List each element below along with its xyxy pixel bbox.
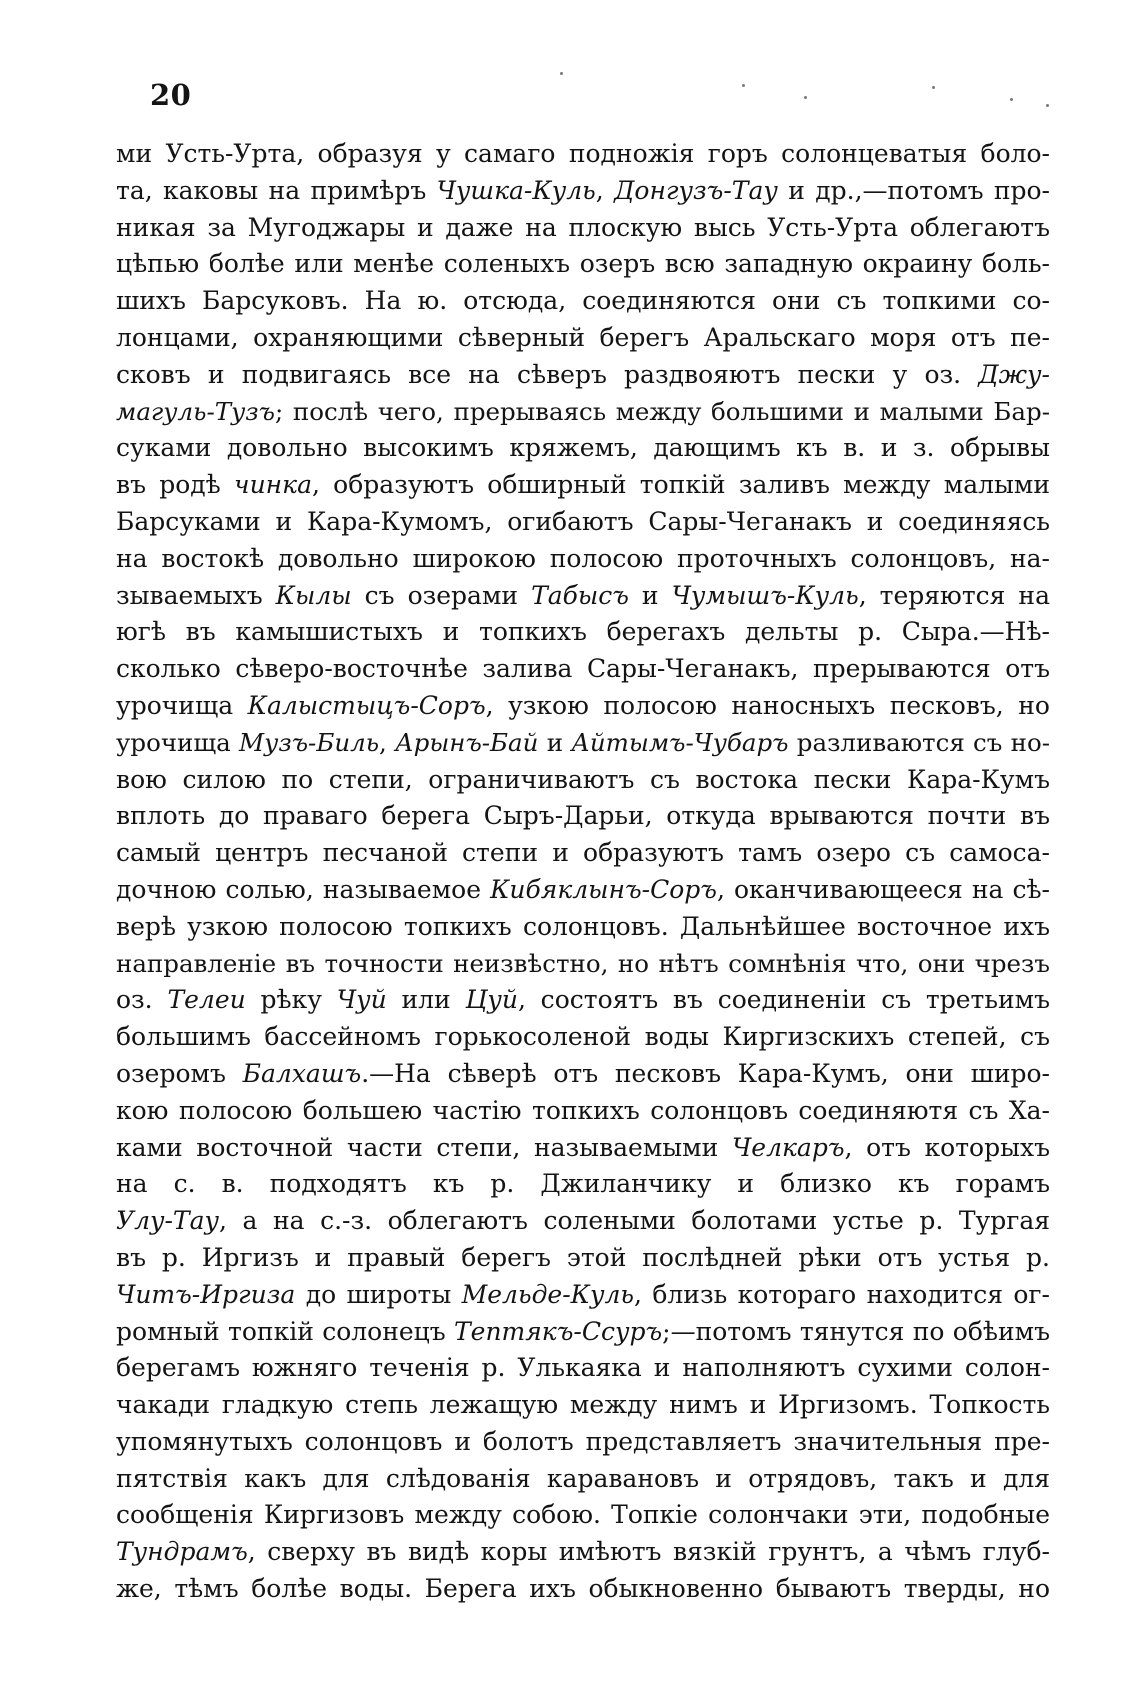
text-segment: ромный топкій солонецъ <box>116 1316 454 1346</box>
text-segment: , теряются на <box>858 580 1050 610</box>
text-segment: , <box>595 175 615 205</box>
text-segment: , <box>379 727 396 757</box>
text-segment: и др.,—потомъ про- <box>777 175 1050 205</box>
text-line <box>116 541 1050 578</box>
text-line <box>116 1093 1050 1130</box>
italic-place-name: Калыстыцъ-Соръ <box>247 690 486 720</box>
text-segment: рѣку <box>245 985 337 1015</box>
text-line <box>116 651 1050 688</box>
text-line <box>116 798 1050 835</box>
text-segment: вою силою по степи, ограничиваютъ съ востока пески Кара-Кумъ <box>116 764 1050 794</box>
print-speck <box>1046 104 1049 107</box>
text-line <box>116 246 1050 283</box>
text-line <box>116 578 1050 615</box>
text-segment: шихъ Барсуковъ. На ю. отсюда, соединяются они съ топкими со- <box>116 286 1050 316</box>
text-segment: урочища <box>116 690 248 720</box>
text-segment: суками довольно высокимъ кряжемъ, дающимъ къ в. и з. обрывы <box>116 433 1050 463</box>
print-speck <box>932 86 935 89</box>
text-segment: ками восточной части степи, называемыми <box>116 1132 732 1162</box>
italic-place-name: Музъ-Биль <box>239 727 380 757</box>
text-segment: вплоть до праваго берега Сыръ-Дарьи, откуда врываются почти въ <box>116 801 1050 831</box>
text-line <box>116 725 1050 762</box>
text-line <box>116 1166 1050 1203</box>
italic-place-name: Айтымъ-Чубаръ <box>571 727 789 757</box>
text-segment: , оканчивающееся на сѣ- <box>716 874 1050 904</box>
text-line <box>116 1497 1050 1534</box>
text-line <box>116 909 1050 946</box>
text-line <box>116 1277 1050 1314</box>
text-segment: Барсуками и Кара-Кумомъ, огибаютъ Сары-Чеганакъ и соединяясь <box>116 506 1050 536</box>
text-segment: въ родѣ <box>116 470 235 500</box>
text-segment: , сверху въ видѣ коры имѣютъ вязкій грунтъ, а чѣмъ глуб- <box>247 1537 1050 1567</box>
text-line <box>116 1240 1050 1277</box>
text-line <box>116 872 1050 909</box>
text-line <box>116 1056 1050 1093</box>
italic-place-name: Арынъ-Бай <box>395 727 539 757</box>
italic-place-name: чинка <box>234 470 312 500</box>
text-line <box>116 1130 1050 1167</box>
text-segment: , образуютъ обширный топкій заливъ между малыми <box>311 470 1050 500</box>
text-line <box>116 1314 1050 1351</box>
text-segment: , отъ которыхъ <box>844 1132 1050 1162</box>
text-segment: на с. в. подходятъ къ р. Джиланчику и близко къ горамъ <box>116 1169 1050 1199</box>
text-line <box>116 320 1050 357</box>
italic-place-name: Табысъ <box>531 580 629 610</box>
text-segment: зываемыхъ <box>116 580 276 610</box>
italic-place-name: Кылы <box>275 580 352 610</box>
text-line <box>116 946 1050 983</box>
text-segment: оз. <box>116 985 168 1015</box>
text-segment: югѣ въ камышистыхъ и топкихъ берегахъ дельты р. Сыра.—Нѣ- <box>116 617 1050 647</box>
italic-place-name: Донгузъ-Тау <box>614 175 778 205</box>
text-line <box>116 1424 1050 1461</box>
text-line <box>116 1571 1050 1608</box>
text-segment: , узкою полосою наносныхъ песковъ, но <box>485 690 1050 720</box>
text-line <box>116 1534 1050 1571</box>
text-line <box>116 762 1050 799</box>
italic-place-name: магуль-Тузъ <box>116 396 275 426</box>
text-segment: озеромъ <box>116 1058 243 1088</box>
text-segment: разливаются съ но- <box>788 727 1050 757</box>
text-segment: лонцами, охраняющими сѣверный берегъ Аральскаго моря отъ пе- <box>116 322 1050 352</box>
text-line <box>116 688 1050 725</box>
italic-place-name: Мельде-Куль <box>461 1279 635 1309</box>
text-segment: и <box>628 580 672 610</box>
text-line <box>116 210 1050 247</box>
text-segment: ми Усть-Урта, образуя у самаго подножія горъ солонцеватыя боло- <box>116 139 1050 168</box>
text-line <box>116 1387 1050 1424</box>
text-segment: упомянутыхъ солонцовъ и болотъ представляетъ значительныя пре- <box>116 1426 1050 1456</box>
text-segment: кою полосою большею частію топкихъ солонцовъ соединяютя съ Ха- <box>116 1095 1050 1125</box>
italic-place-name: Тундрамъ <box>116 1537 248 1567</box>
text-segment: верѣ узкою полосою топкихъ солонцовъ. Дальнѣйшее восточное ихъ <box>116 911 1050 941</box>
text-segment: сообщенія Киргизовъ между собою. Топкіе солончаки эти, подобные <box>116 1500 1050 1530</box>
page-number: 20 <box>150 78 192 112</box>
text-segment: же, тѣмъ болѣе воды. Берега ихъ обыкновенно бываютъ тверды, но <box>116 1574 1050 1604</box>
text-segment: чакади гладкую степь лежащую между нимъ и Иргизомъ. Топкость <box>116 1390 1050 1420</box>
text-segment: и <box>538 727 572 757</box>
italic-place-name: Чумышъ-Куль <box>671 580 859 610</box>
text-segment: большимъ бассейномъ горькосоленой воды Киргизскихъ степей, съ <box>116 1022 1050 1052</box>
print-speck <box>742 84 745 87</box>
text-line <box>116 504 1050 541</box>
text-segment: никая за Мугоджары и даже на плоскую высь Усть-Урта облегаютъ <box>116 212 1050 242</box>
text-segment: пятствія какъ для слѣдованія каравановъ и отрядовъ, такъ и для <box>116 1463 1050 1493</box>
italic-place-name: Чуй <box>336 985 387 1015</box>
text-line <box>116 430 1050 467</box>
body-text <box>116 136 1050 1608</box>
italic-place-name: Балхашъ <box>242 1058 362 1088</box>
text-segment: ;—потомъ тянутся по обѣимъ <box>662 1316 1050 1346</box>
text-segment: та, каковы на примѣръ <box>116 175 437 205</box>
text-line <box>116 1203 1050 1240</box>
italic-place-name: Челкаръ <box>731 1132 845 1162</box>
text-segment: , близь котораго находится ог- <box>634 1279 1050 1309</box>
text-segment: ; послѣ чего, прерываясь между большими и малыми Бар- <box>274 396 1050 426</box>
italic-place-name: Улу-Тау <box>116 1206 220 1236</box>
text-line <box>116 394 1050 431</box>
text-segment: цѣпью болѣе или менѣе соленыхъ озеръ всю западную окраину боль- <box>116 249 1050 279</box>
text-segment: дочною солью, называемое <box>116 874 491 904</box>
text-line <box>116 1019 1050 1056</box>
text-segment: сковъ и подвигаясь все на сѣверъ раздвояютъ пески у оз. <box>116 359 979 389</box>
text-segment: берегамъ южняго теченія р. Улькаяка и наполняютъ сухими солон- <box>116 1353 1050 1383</box>
text-segment: до широты <box>295 1279 462 1309</box>
text-line <box>116 1461 1050 1498</box>
text-line <box>116 283 1050 320</box>
text-segment: , состоятъ въ соединеніи съ третьимъ <box>517 985 1050 1015</box>
text-segment: направленіе въ точности неизвѣстно, но нѣтъ сомнѣнія что, они чрезъ <box>116 948 1050 978</box>
text-segment: сколько сѣверо-восточнѣе залива Сары-Чеганакъ, прерываются отъ <box>116 654 1050 684</box>
italic-place-name: Тептякъ-Ссуръ <box>453 1316 663 1346</box>
text-segment: съ озерами <box>351 580 532 610</box>
text-segment: самый центръ песчаной степи и образуютъ тамъ озеро съ самоса- <box>116 838 1050 868</box>
text-segment: или <box>386 985 466 1015</box>
text-line <box>116 173 1050 210</box>
italic-place-name: Кибяклынъ-Соръ <box>490 874 717 904</box>
italic-place-name: Телеи <box>167 985 246 1015</box>
text-segment: на востокѣ довольно широкою полосою проточныхъ солонцовъ, на- <box>116 543 1050 573</box>
text-line <box>116 982 1050 1019</box>
italic-place-name: Цуй <box>465 985 518 1015</box>
text-segment: , а на с.-з. облегаютъ солеными болотами устье р. Тургая <box>219 1206 1050 1236</box>
text-line <box>116 614 1050 651</box>
print-speck <box>804 96 807 99</box>
text-line <box>116 1350 1050 1387</box>
text-segment: въ р. Иргизъ и правый берегъ этой послѣдней рѣки отъ устья р. <box>116 1242 1050 1272</box>
italic-place-name: Читъ-Иргиза <box>116 1279 296 1309</box>
text-line <box>116 136 1050 173</box>
print-speck <box>560 72 563 75</box>
italic-place-name: Чушка-Куль <box>436 175 596 205</box>
text-line <box>116 357 1050 394</box>
text-segment: урочища <box>116 727 240 757</box>
print-speck <box>1010 98 1013 101</box>
text-line <box>116 835 1050 872</box>
text-segment: .—На сѣверѣ отъ песковъ Кара-Кумъ, они широ- <box>361 1058 1050 1088</box>
text-line <box>116 467 1050 504</box>
italic-place-name: Джу- <box>978 359 1050 389</box>
